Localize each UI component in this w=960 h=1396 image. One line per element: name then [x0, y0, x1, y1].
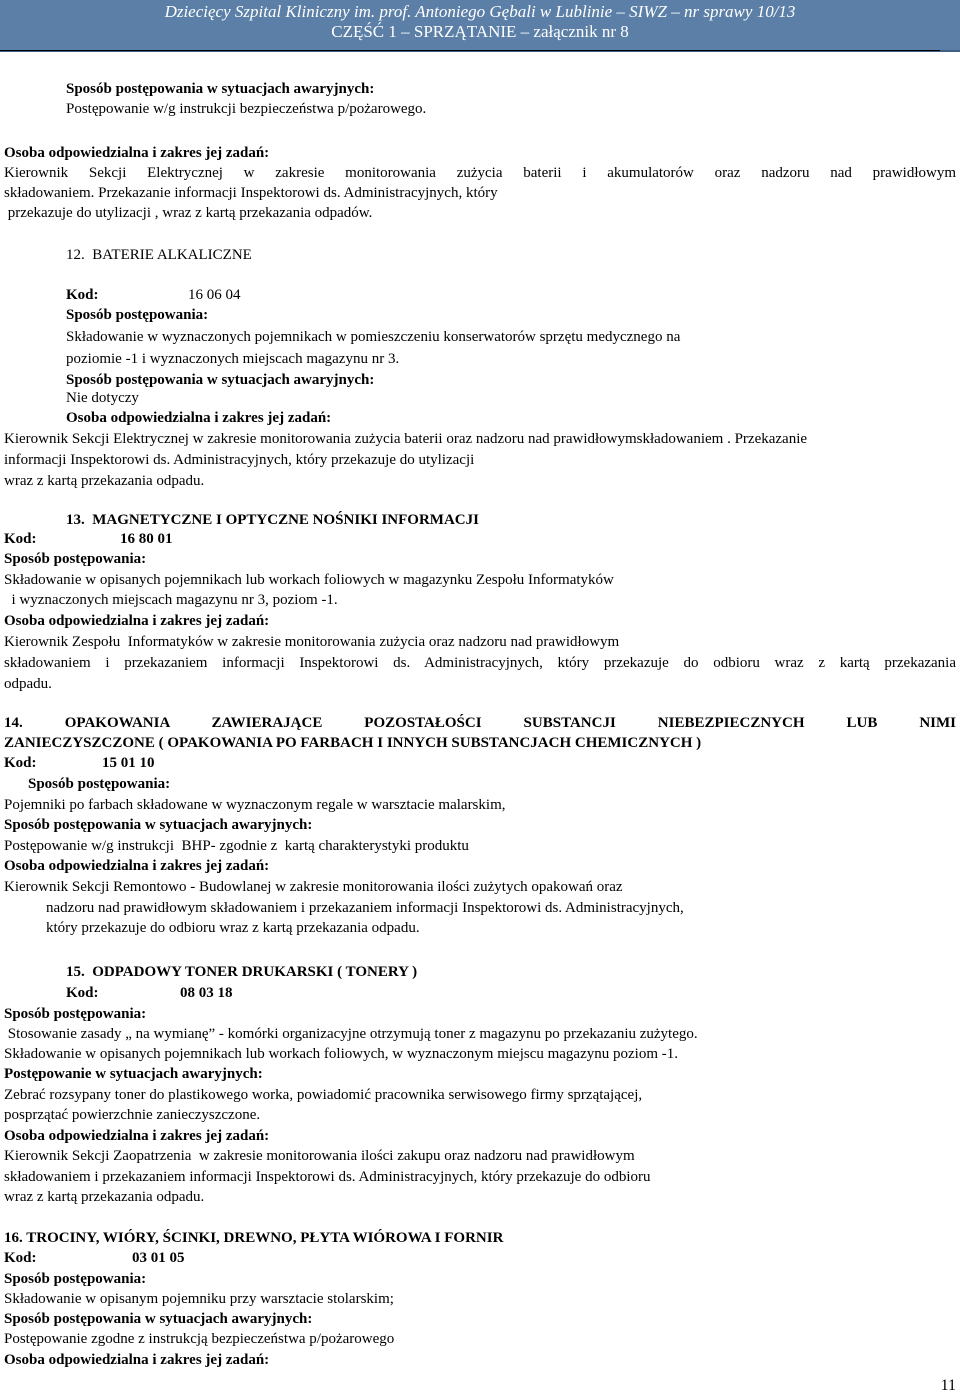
responsible-text: Kierownik Sekcji Remontowo - Budowlanej w zakresie monitorowania ilości zużytych opakowań oraz: [4, 879, 623, 895]
emergency-text: Zebrać rozsypany toner do plastikowego worka, powiadomić pracownika serwisowego firmy sprzątającej,: [4, 1087, 643, 1103]
section-title: 13. MAGNETYCZNE I OPTYCZNE NOŚNIKI INFORMACJI: [66, 512, 479, 528]
method-text: Składowanie w opisanym pojemniku przy warsztacie stolarskim;: [4, 1291, 394, 1307]
method-text: Składowanie w wyznaczonych pojemnikach w pomieszczeniu konserwatorów sprzętu medycznego na: [66, 329, 681, 345]
emergency-text: Nie dotyczy: [66, 390, 139, 406]
method-text: i wyznaczonych miejscach magazynu nr 3, poziom -1.: [4, 592, 338, 608]
page-number: 11: [940, 1377, 956, 1394]
emergency-label: Sposób postępowania w sytuacjach awaryjnych:: [66, 81, 375, 97]
emergency-text: Postępowanie zgodne z instrukcją bezpieczeństwa p/pożarowego: [4, 1331, 395, 1347]
responsible-label: Osoba odpowiedzialna i zakres jej zadań:: [4, 613, 270, 629]
code-label: Kod:: [66, 985, 99, 1001]
responsible-label: Osoba odpowiedzialna i zakres jej zadań:: [66, 410, 332, 426]
header-title: Dziecięcy Szpital Kliniczny im. prof. Antoniego Gębali w Lublinie – SIWZ – nr sprawy 10/13: [164, 2, 796, 21]
responsible-text: nadzoru nad prawidłowym składowaniem i przekazaniem informacji Inspektorowi ds. Administracyjnych,: [46, 900, 684, 916]
waste-code: 16 06 04: [188, 287, 241, 303]
method-text: Składowanie w opisanych pojemnikach lub workach foliowych, w wyznaczonym miejscu magazynu poziom -1.: [4, 1046, 678, 1062]
responsible-text: składowaniem i przekazaniem informacji Inspektorowi ds. Administracyjnych, który przekazuje do odbioru: [4, 1169, 651, 1185]
header-subtitle: CZĘŚĆ 1 – SPRZĄTANIE – załącznik nr 8: [331, 22, 629, 41]
code-label: Kod:: [4, 1250, 37, 1266]
code-label: Kod:: [4, 531, 37, 547]
waste-code: 03 01 05: [132, 1250, 185, 1266]
emergency-text: Postępowanie w/g instrukcji BHP- zgodnie z kartą charakterystyki produktu: [4, 838, 469, 854]
emergency-label: Sposób postępowania w sytuacjach awaryjnych:: [4, 817, 313, 833]
waste-code: 16 80 01: [120, 531, 173, 547]
section-title: 15. ODPADOWY TONER DRUKARSKI ( TONERY ): [66, 964, 418, 980]
responsible-text: informacji Inspektorowi ds. Administracyjnych, który przekazuje do utylizacji: [4, 452, 475, 468]
method-label: Sposób postępowania:: [66, 307, 209, 323]
responsible-text: przekazuje do utylizacji , wraz z kartą przekazania odpadów.: [4, 205, 373, 221]
waste-code: 08 03 18: [180, 985, 233, 1001]
responsible-text: odpadu.: [4, 676, 52, 692]
method-text: poziomie -1 i wyznaczonych miejscach magazynu nr 3.: [66, 351, 400, 367]
emergency-label: Sposób postępowania w sytuacjach awaryjnych:: [66, 372, 375, 388]
code-label: Kod:: [66, 287, 99, 303]
section-title: ZANIECZYSZCZONE ( OPAKOWANIA PO FARBACH I INNYCH SUBSTANCJACH CHEMICZNYCH ): [4, 735, 702, 751]
responsible-text: który przekazuje do odbioru wraz z kartą przekazania odpadu.: [46, 920, 420, 936]
code-label: Kod:: [4, 755, 37, 771]
responsible-label: Osoba odpowiedzialna i zakres jej zadań:: [4, 145, 270, 161]
method-label: Sposób postępowania:: [4, 1271, 147, 1287]
method-text: Pojemniki po farbach składowane w wyznaczonym regale w warsztacie malarskim,: [4, 797, 506, 813]
responsible-text: składowaniem. Przekazanie informacji Inspektorowi ds. Administracyjnych, który: [4, 185, 498, 201]
emergency-label: Postępowanie w sytuacjach awaryjnych:: [4, 1066, 263, 1082]
method-text: Składowanie w opisanych pojemnikach lub workach foliowych w magazynku Zespołu Informatyków: [4, 572, 614, 588]
responsible-label: Osoba odpowiedzialna i zakres jej zadań:: [4, 1352, 270, 1368]
responsible-label: Osoba odpowiedzialna i zakres jej zadań:: [4, 858, 270, 874]
emergency-text: posprzątać powierzchnie zanieczyszczone.: [4, 1107, 261, 1123]
responsible-text: Kierownik Sekcji Elektrycznej w zakresie monitorowania zużycia baterii i akumulatorów oraz nadzoru nad prawidłowym: [4, 165, 956, 181]
emergency-label: Sposób postępowania w sytuacjach awaryjnych:: [4, 1311, 313, 1327]
responsible-text: Kierownik Sekcji Zaopatrzenia w zakresie monitorowania ilości zakupu oraz nadzoru nad prawidłowym: [4, 1148, 635, 1164]
waste-code: 15 01 10: [102, 755, 155, 771]
method-label: Sposób postępowania:: [28, 776, 171, 792]
responsible-text: wraz z kartą przekazania odpadu.: [4, 473, 205, 489]
page-header: [0, 0, 960, 52]
responsible-text: Kierownik Sekcji Elektrycznej w zakresie monitorowania zużycia baterii oraz nadzoru nad prawidłowymskładowaniem . Przekazanie: [4, 431, 808, 447]
section-title: 12. BATERIE ALKALICZNE: [66, 247, 252, 263]
section-title: 16. TROCINY, WIÓRY, ŚCINKI, DREWNO, PŁYTA WIÓROWA I FORNIR: [4, 1230, 504, 1246]
section-title: 14. OPAKOWANIA ZAWIERAJĄCE POZOSTAŁOŚCI SUBSTANCJI NIEBEZPIECZNYCH LUB NIMI: [4, 715, 956, 731]
method-label: Sposób postępowania:: [4, 551, 147, 567]
responsible-text: wraz z kartą przekazania odpadu.: [4, 1189, 205, 1205]
responsible-text: składowaniem i przekazaniem informacji Inspektorowi ds. Administracyjnych, który przekazuje do odbioru wraz z kartą przekazania: [4, 655, 956, 671]
header-rule: [0, 50, 940, 51]
method-label: Sposób postępowania:: [4, 1006, 147, 1022]
responsible-label: Osoba odpowiedzialna i zakres jej zadań:: [4, 1128, 270, 1144]
emergency-text: Postępowanie w/g instrukcji bezpieczeństwa p/pożarowego.: [66, 101, 427, 117]
method-text: Stosowanie zasady „ na wymianę” - komórki organizacyjne otrzymują toner z magazynu po przekazaniu zużytego.: [4, 1026, 698, 1042]
responsible-text: Kierownik Zespołu Informatyków w zakresie monitorowania zużycia oraz nadzoru nad prawidłowym: [4, 634, 620, 650]
